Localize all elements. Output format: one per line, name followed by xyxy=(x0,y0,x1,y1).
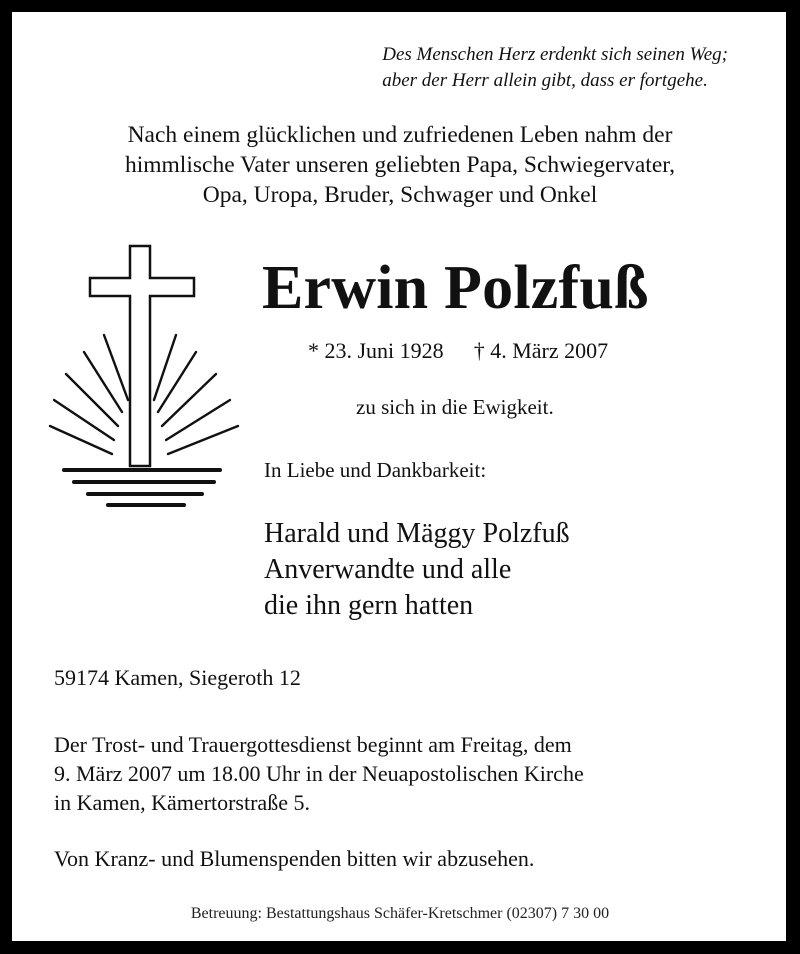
service-line-2: 9. März 2007 um 18.00 Uhr in der Neuapostolischen Kirche xyxy=(54,761,584,786)
mourners-line-2: Anverwandte und alle xyxy=(264,554,512,585)
mourners-line-1: Harald und Mäggy Polzfuß xyxy=(264,518,570,549)
intro-line-1: Nach einem glücklichen und zufriedenen Leben nahm der xyxy=(127,122,673,148)
motto-line-2: aber der Herr allein gibt, dass er fortgehe. xyxy=(382,70,708,91)
eternity-line: zu sich in die Ewigkeit. xyxy=(356,395,554,419)
intro-line-2: himmlische Vater unseren geliebten Papa, Schwiegervater, xyxy=(124,152,676,178)
motto-line-1: Des Menschen Herz erdenkt sich seinen Weg; xyxy=(382,44,728,65)
family-address: 59174 Kamen, Siegeroth 12 xyxy=(54,665,301,690)
mourners-block xyxy=(264,516,570,624)
service-line-1: Der Trost- und Trauergottesdienst beginnt am Freitag, dem xyxy=(54,732,572,757)
death-date: † 4. März 2007 xyxy=(473,338,609,363)
service-line-3: in Kamen, Kämertorstraße 5. xyxy=(54,790,310,815)
deceased-name: Erwin Polzfuß xyxy=(262,254,649,322)
water-waves-icon xyxy=(64,470,220,505)
bible-motto xyxy=(382,42,728,94)
flowers-request: Von Kranz- und Blumenspenden bitten wir abzusehen. xyxy=(54,846,535,871)
life-dates xyxy=(308,337,608,365)
service-info xyxy=(54,730,584,817)
funeral-home-credit: Betreuung: Bestattungshaus Schäfer-Kretschmer (02307) 7 30 00 xyxy=(190,905,610,922)
mourners-line-3: die ihn gern hatten xyxy=(264,590,474,621)
cross-sunrise-emblem-icon xyxy=(44,240,244,510)
intro-text xyxy=(0,120,800,210)
thanks-line: In Liebe und Dankbarkeit: xyxy=(264,458,487,482)
intro-line-3: Opa, Uropa, Bruder, Schwager und Onkel xyxy=(202,182,598,208)
birth-date: * 23. Juni 1928 xyxy=(308,338,444,363)
